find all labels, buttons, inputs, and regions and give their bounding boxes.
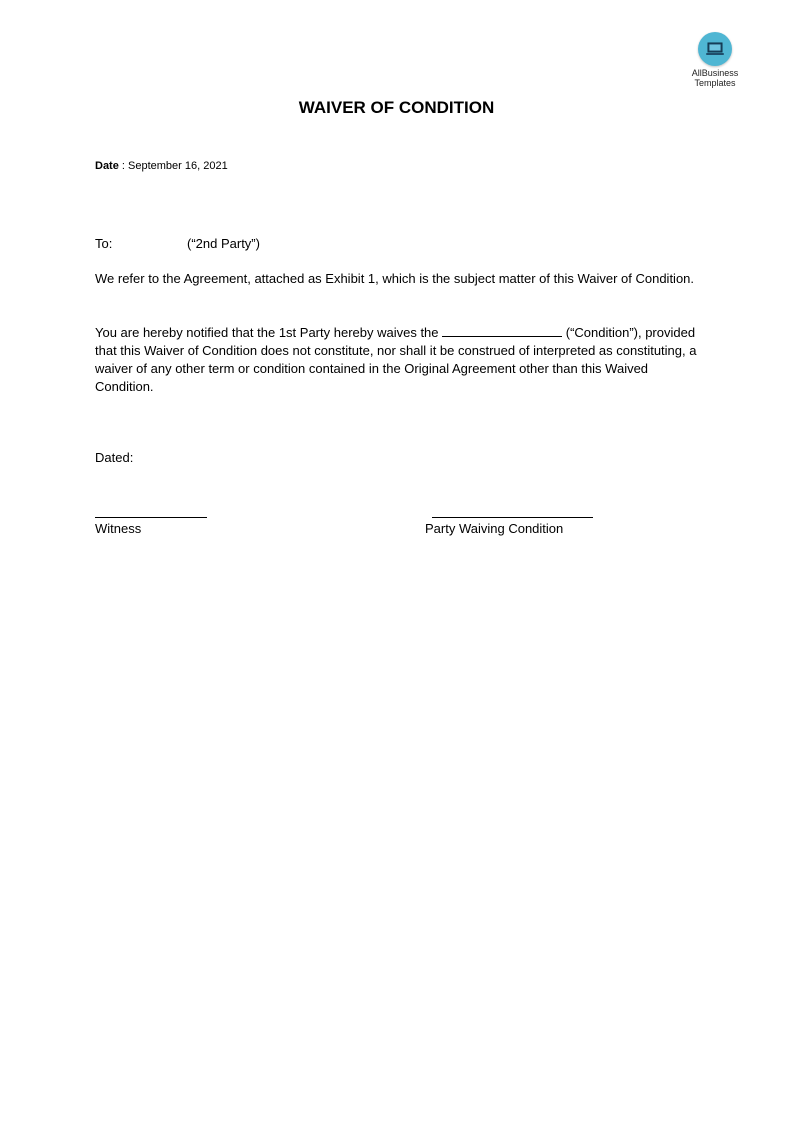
document-title: WAIVER OF CONDITION [298,98,495,117]
waiver-text-start: You are hereby notified that the 1st Party hereby waives the [95,325,443,340]
to-line [95,236,260,251]
logo-line-2: Templates [694,78,736,88]
dated-label: Dated: [95,450,134,465]
witness-label: Witness [95,521,142,536]
to-label: To: [95,236,113,251]
logo-line-1: AllBusiness [691,68,739,78]
laptop-icon [705,40,725,58]
agreement-paragraph: We refer to the Agreement, attached as Exhibit 1, which is the subject matter of this Waiver of Condition. [95,271,695,286]
allbusiness-logo [683,32,747,88]
condition-blank [442,324,562,337]
date-value: September 16, 2021 [128,160,228,172]
date-label: Date [95,160,119,172]
waiver-paragraph [95,324,705,396]
date-separator: : [118,160,129,172]
witness-signature-line [95,517,207,518]
to-party: (“2nd Party”) [187,236,260,251]
date-line [95,160,228,172]
logo-badge [698,32,732,66]
waiver-text-end: (“Condition”), provided that this Waiver of Condition does not constitute, nor shall it be construed of interpreted as constituting, a waiver of any other term or condition contained in the Original Agreement other than this Waived Condition. [95,325,697,394]
party-waiving-label: Party Waiving Condition [425,521,564,536]
logo-text [683,68,747,88]
party-signature-line [432,517,593,518]
